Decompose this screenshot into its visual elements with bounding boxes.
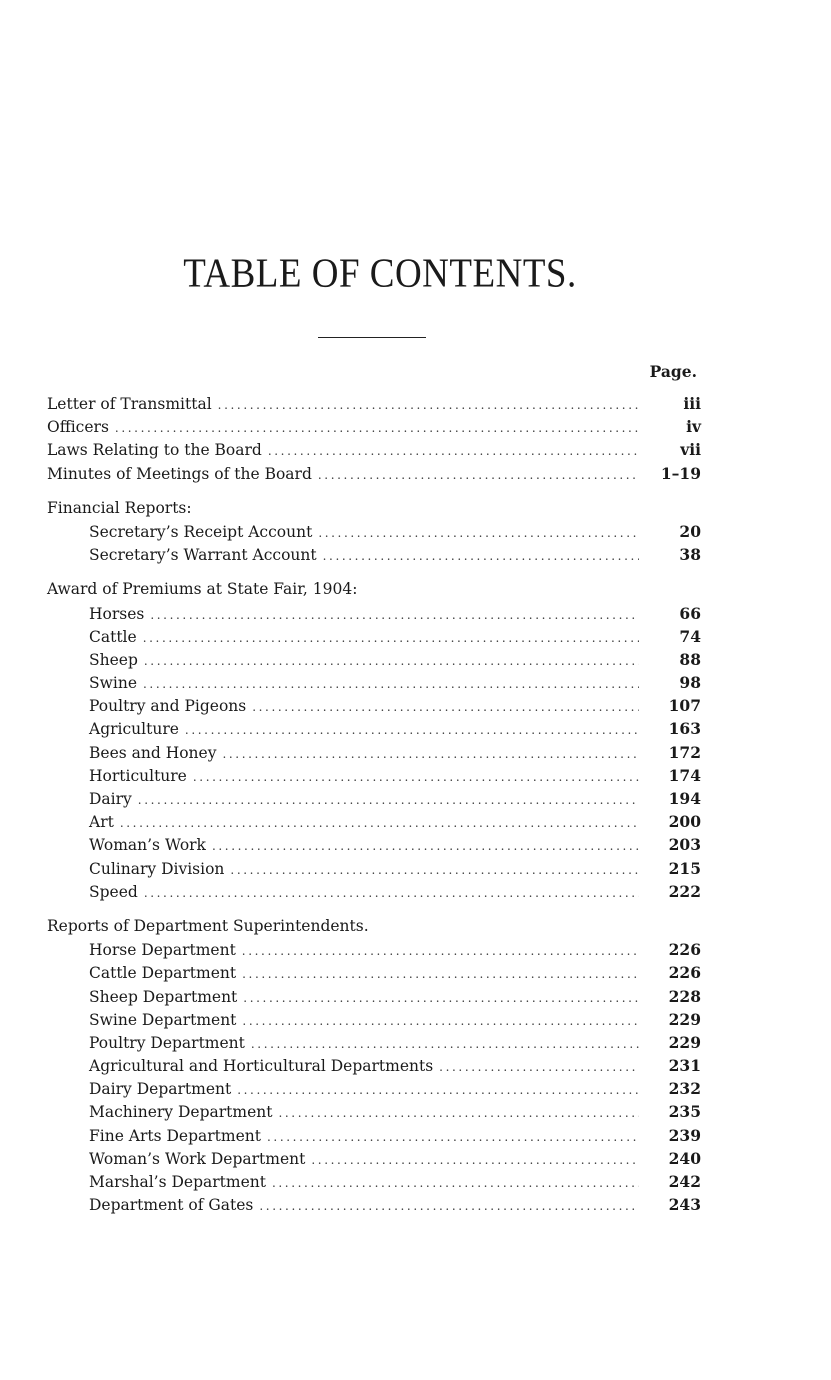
toc-entry	[47, 1054, 707, 1077]
toc-entry	[47, 741, 707, 764]
entry-label: Speed	[89, 882, 138, 901]
entry-label: Horticulture	[89, 766, 187, 785]
leader-dots	[242, 963, 639, 986]
entry-page: 232	[668, 1079, 701, 1099]
entry-page: 38	[679, 545, 701, 565]
leader-dots	[278, 1102, 639, 1125]
toc-entry	[47, 1031, 707, 1054]
leader-dots	[222, 743, 639, 766]
leader-dots	[252, 696, 639, 719]
entry-page: 243	[668, 1195, 701, 1215]
entry-label: Bees and Honey	[89, 743, 217, 762]
toc-entry	[47, 938, 707, 961]
toc-entry	[47, 694, 707, 717]
entry-label: Poultry and Pigeons	[89, 697, 247, 716]
leader-dots	[237, 1079, 639, 1102]
toc-entry	[47, 415, 707, 438]
entry-label: Secretary’s Warrant Account	[89, 546, 317, 565]
leader-dots	[138, 789, 639, 812]
toc-entry	[47, 1100, 707, 1123]
toc-top-entries	[47, 392, 707, 485]
entry-label: Letter of Transmittal	[47, 395, 212, 413]
leader-dots	[272, 1172, 639, 1195]
entry-page: 172	[668, 742, 701, 762]
toc-entry	[47, 717, 707, 740]
entry-label: Swine	[89, 674, 137, 693]
page-column-header: Page.	[649, 362, 697, 381]
entry-page: 228	[668, 986, 701, 1006]
entry-label: Poultry Department	[89, 1033, 245, 1052]
leader-dots	[259, 1195, 639, 1218]
leader-dots	[251, 1033, 639, 1056]
entry-label: Laws Relating to the Board	[47, 441, 262, 460]
entry-page: 240	[668, 1148, 701, 1168]
entry-page: 226	[668, 963, 701, 983]
entry-page: iv	[686, 417, 701, 437]
entry-label: Horse Department	[89, 941, 236, 960]
entry-label: Fine Arts Department	[89, 1126, 261, 1145]
entry-label: Dairy Department	[89, 1080, 232, 1099]
entry-label: Sheep Department	[89, 987, 238, 1006]
entry-label: Minutes of Meetings of the Board	[47, 464, 312, 483]
entry-label: Agriculture	[89, 720, 179, 739]
entry-label: Horses	[89, 604, 145, 623]
toc-section-financial	[47, 497, 707, 567]
leader-dots	[242, 940, 639, 963]
leader-dots	[439, 1056, 639, 1079]
toc-entry	[47, 1008, 707, 1031]
entry-label: Marshal’s Department	[89, 1173, 266, 1191]
entry-page: 242	[668, 1172, 701, 1191]
entry-label: Cattle	[89, 627, 137, 646]
leader-dots	[150, 604, 639, 627]
toc-entry	[47, 625, 707, 648]
entry-label: Cattle Department	[89, 964, 237, 983]
entry-page: 88	[679, 649, 701, 669]
entry-label: Officers	[47, 418, 109, 437]
leader-dots	[120, 812, 639, 835]
toc-entry	[47, 1193, 707, 1216]
entry-page: 222	[668, 881, 701, 901]
leader-dots	[318, 464, 639, 487]
section-heading: Award of Premiums at State Fair, 1904:	[47, 580, 358, 599]
entry-label: Swine Department	[89, 1010, 237, 1029]
leader-dots	[323, 545, 639, 568]
leader-dots	[230, 859, 639, 882]
leader-dots	[115, 417, 639, 440]
leader-dots	[143, 627, 639, 650]
toc-entry	[47, 648, 707, 671]
leader-dots	[144, 882, 639, 905]
toc-entry	[47, 985, 707, 1008]
page-title: TABLE OF CONTENTS.	[183, 250, 577, 297]
toc-entry	[47, 810, 707, 833]
leader-dots	[242, 1010, 639, 1033]
toc-list	[47, 392, 707, 1216]
toc-entry	[47, 764, 707, 787]
leader-dots	[267, 1126, 639, 1149]
toc-entry	[47, 787, 707, 810]
leader-dots	[268, 440, 639, 463]
entry-page: 226	[668, 940, 701, 960]
toc-section-premiums	[47, 578, 707, 903]
entry-page: 235	[668, 1102, 701, 1122]
leader-dots	[311, 1149, 639, 1172]
entry-page: 174	[668, 765, 701, 785]
entry-page: 107	[668, 696, 701, 716]
entry-label: Art	[89, 813, 114, 832]
leader-dots	[143, 673, 639, 696]
entry-label: Woman’s Work	[89, 836, 206, 855]
entry-page: 1–19	[660, 463, 701, 483]
entry-page: 163	[668, 719, 701, 739]
leader-dots	[243, 987, 639, 1010]
entry-page: 20	[679, 521, 701, 541]
toc-entry	[47, 833, 707, 856]
toc-entry	[47, 438, 707, 461]
toc-entry	[47, 520, 707, 543]
toc-section-superintendents	[47, 915, 707, 1216]
toc-entry	[47, 602, 707, 625]
entry-label: Woman’s Work Department	[89, 1149, 306, 1168]
leader-dots	[218, 394, 639, 417]
toc-entry	[47, 543, 707, 566]
entry-page: iii	[683, 394, 701, 413]
leader-dots	[212, 835, 639, 858]
entry-label: Machinery Department	[89, 1103, 273, 1122]
entry-page: 203	[668, 835, 701, 855]
entry-page: 229	[668, 1009, 701, 1029]
entry-label: Agricultural and Horticultural Departments	[89, 1057, 434, 1076]
entry-page: 194	[668, 789, 701, 808]
entry-page: 66	[679, 603, 701, 623]
leader-dots	[193, 766, 639, 789]
toc-entry	[47, 671, 707, 694]
entry-page: 200	[668, 812, 701, 832]
entry-label: Dairy	[89, 790, 132, 808]
toc-entry	[47, 392, 707, 415]
title-rule	[318, 337, 426, 338]
leader-dots	[144, 650, 639, 673]
entry-page: 215	[668, 858, 701, 878]
entry-page: 239	[668, 1125, 701, 1145]
section-heading: Financial Reports:	[47, 498, 192, 517]
toc-entry	[47, 880, 707, 903]
toc-entry	[47, 1124, 707, 1147]
toc-entry	[47, 462, 707, 485]
entry-label: Sheep	[89, 650, 138, 669]
leader-dots	[185, 719, 639, 742]
entry-label: Department of Gates	[89, 1196, 254, 1215]
toc-entry	[47, 1077, 707, 1100]
entry-label: Secretary’s Receipt Account	[89, 522, 313, 541]
leader-dots	[318, 522, 639, 545]
toc-entry	[47, 1147, 707, 1170]
entry-page: 231	[668, 1056, 701, 1076]
entry-label: Culinary Division	[89, 859, 225, 878]
toc-entry	[47, 857, 707, 880]
toc-entry	[47, 1170, 707, 1193]
entry-page: 98	[679, 673, 701, 693]
entry-page: 229	[668, 1032, 701, 1052]
toc-entry	[47, 961, 707, 984]
entry-page: vii	[680, 440, 701, 460]
entry-page: 74	[679, 626, 701, 646]
section-heading: Reports of Department Superintendents.	[47, 916, 369, 935]
